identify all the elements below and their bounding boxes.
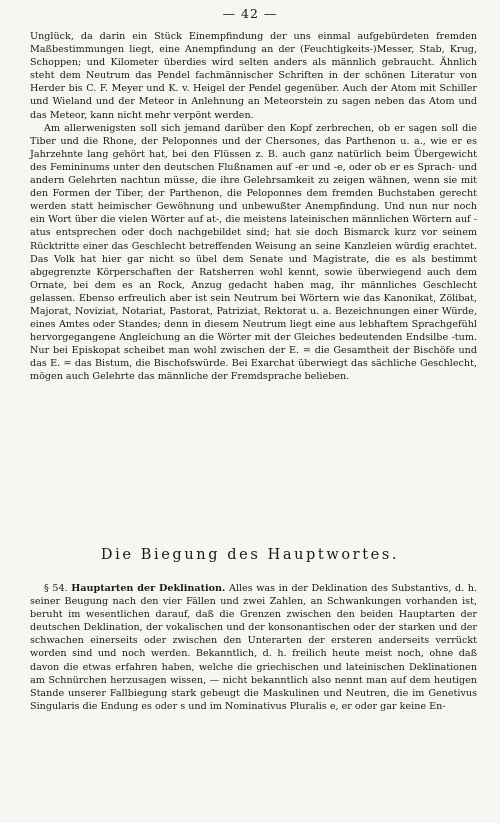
section-paragraph [30, 582, 477, 713]
section-heading: Die Biegung des Hauptwortes. [100, 547, 400, 563]
paragraph-number: § 54. [44, 583, 68, 594]
text-paragraph-2: Am allerwenigsten soll sich jemand darüber den Kopf zerbrechen, ob er sagen soll die Tiber und die Rhone, der Peloponnes und der Chersones, das Parthenon u. a., wie er es Jahrzehnte lang gehört hat, bei den Flüssen z. B. auch ganz natürlich beim Übergewicht des Femininums unter den deutschen Flußnamen auf -er und -e, oder ob er es Sprach- und andern Gelehrten nachtun müsse, die ihre Gelehrsamkeit zu zeigen wähnen, wenn sie mit den Formen der Tiber, der Parthenon, die Peloponnes dem fremden Buchstaben gerecht werden statt heimischer Gewöhnung und unbewußter Anempfindung. Und nun nur noch ein Wort über die vielen Wörter auf at-, die meistens lateinischen männlichen Wörtern auf -atus entsprechen oder doch nachgebildet sind; hat sie doch Bismarck kurz vor seinem Rücktritte einer das Geschlecht betreffenden Weisung an seine Kanzleien würdig erachtet. Das Volk hat hier gar nicht so übel dem Senate und Magistrate, die es als bestimmt abgegrenzte Körperschaften der Ratsherren wohl kennt, sowie überwiegend auch dem Ornate, bei dem es an Rock, Anzug gedacht haben mag, ihr männliches Geschlecht gelassen. Ebenso erfreulich aber ist sein Neutrum bei Wörtern wie das Kanonikat, Zölibat, Majorat, Noviziat, Notariat, Pastorat, Patriziat, Rektorat u. a. Bezeichnungen einer Würde, eines Amtes oder Standes; denn in diesem Neutrum liegt eine aus lebhaftem Sprachgefühl hervorgegangene Angleichung an die Wörter mit der Gleiches bedeutenden Endsilbe -tum. Nur bei Episkopat scheibet man wohl zwischen der E. = die Gesamtheit der Bischöfe und das E. = das Bistum, die Bischofswürde. Bei Exarchat überwiegt das sächliche Geschlecht, mögen auch Gelehrte das männliche der Fremdsprache belieben. [30, 122, 477, 383]
page-number: — 42 — [222, 6, 278, 21]
paragraph-body: Alles was in der Deklination des Substantivs, d. h. seiner Beugung nach den vier Fällen und zwei Zahlen, an Schwankungen vorhanden ist, beruht im wesentlichen darauf, daß die Grenzen zwischen den beiden Hauptarten der deutschen Deklination, der vokalischen und der konsonantischen oder der starken und der schwachen einerseits oder zwischen den Unterarten der ersteren anderseits verrückt worden sind und noch werden. Bekanntlich, d. h. freilich heute meist noch, ohne daß davon die etwas erfahren haben, welche die griechischen und lateinischen Deklinationen am Schnürchen herzusagen wissen, — nicht bekanntlich also nennt man auf dem heutigen Stande unserer Fallbiegung stark gebeugt die Maskulinen und Neutren, die im Genetivus Singularis die Endung es oder s und im Nominativus Pluralis e, er oder gar keine En- [30, 583, 477, 712]
section-text [30, 582, 477, 713]
main-text [30, 30, 477, 384]
paragraph-title: Hauptarten der Deklination. [71, 583, 226, 594]
text-paragraph-1: Unglück, da darin ein Stück Einempfindung der uns einmal aufgebürdeten fremden Maßbestimmungen liegt, eine Anempfindung an der (Feuchtigkeits-)Messer, Stab, Krug, Schoppen; und Kilometer überdies wird selten anders als männlich gebraucht. Ähnlich steht dem Neutrum das Pendel fachmännischer Schriften in der schönen Literatur von Herder bis C. F. Meyer und K. v. Heigel der Pendel gegenüber. Auch der Atom mit Schiller und Wieland und der Meteor in Anlehnung an Meteorstein zu sagen neben das Atom und das Meteor, kann nicht mehr verpönt werden. [30, 31, 477, 121]
